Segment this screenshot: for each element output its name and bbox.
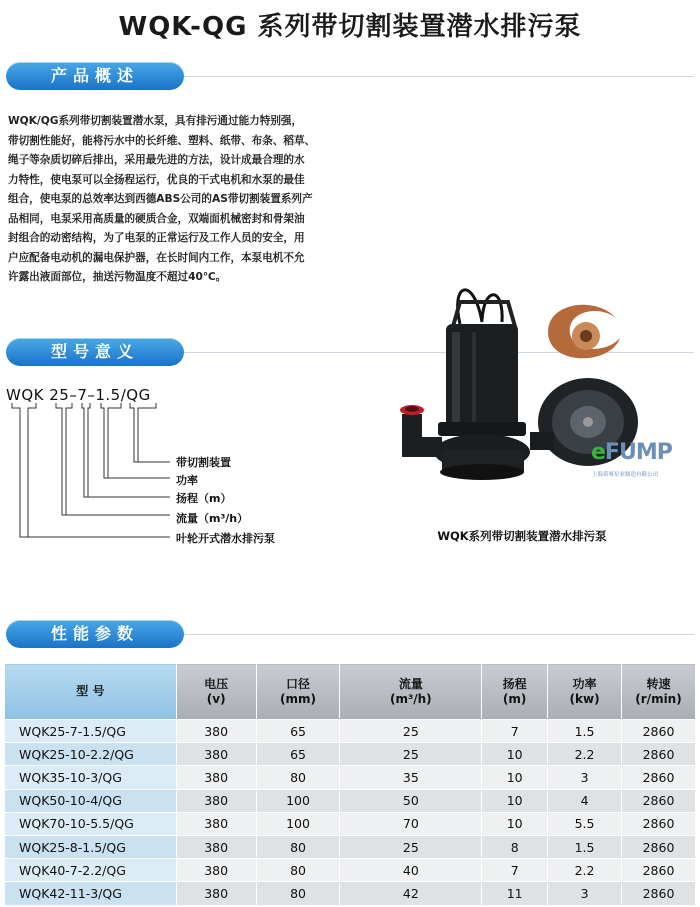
- table-row: [5, 882, 696, 905]
- table-cell: 380: [176, 789, 256, 812]
- table-row: [5, 789, 696, 812]
- table-cell: 2.2: [548, 743, 622, 766]
- table-row: [5, 766, 696, 789]
- table-cell: 65: [256, 743, 340, 766]
- table-cell-model: WQK40-7-2.2/QG: [5, 859, 177, 882]
- brand-company-name: 上海希赛泵业制造有限公司: [592, 472, 659, 478]
- table-cell: 380: [176, 812, 256, 835]
- table-cell: 40: [340, 859, 482, 882]
- table-cell: 7: [482, 859, 548, 882]
- table-cell: 100: [256, 789, 340, 812]
- column-header: 功率 (kw): [548, 664, 622, 720]
- table-cell: 3: [548, 766, 622, 789]
- table-cell-model: WQK70-10-5.5/QG: [5, 812, 177, 835]
- table-cell-model: WQK25-8-1.5/QG: [5, 835, 177, 858]
- table-cell: 10: [482, 789, 548, 812]
- table-cell: 80: [256, 835, 340, 858]
- table-cell-model: WQK25-7-1.5/QG: [5, 720, 177, 743]
- legend-head: 扬程（m）: [176, 492, 232, 505]
- table-cell-model: WQK25-10-2.2/QG: [5, 743, 177, 766]
- brand-logo: eFUMP: [591, 440, 672, 465]
- model-code-bracket-lines: [0, 400, 180, 545]
- table-cell: 25: [340, 835, 482, 858]
- table-cell-model: WQK35-10-3/QG: [5, 766, 177, 789]
- table-cell: 2860: [622, 720, 696, 743]
- table-cell: 5.5: [548, 812, 622, 835]
- table-cell: 380: [176, 720, 256, 743]
- section-header-performance: 性能参数: [6, 620, 184, 648]
- section-header-model-meaning: 型号意义: [6, 338, 184, 366]
- table-cell: 70: [340, 812, 482, 835]
- table-cell: 10: [482, 766, 548, 789]
- table-cell: 380: [176, 835, 256, 858]
- column-header: 转速 (r/min): [622, 664, 696, 720]
- table-cell: 4: [548, 789, 622, 812]
- table-cell: 2860: [622, 835, 696, 858]
- overview-line: 力特性，使电泵可以全扬程运行，优良的干式电机和水泵的最佳: [8, 173, 305, 186]
- overview-line: 户应配备电动机的漏电保护器，在长时间内工作，本泵电机不允: [8, 251, 305, 264]
- section-divider: [184, 76, 694, 77]
- table-row: [5, 743, 696, 766]
- table-cell: 2860: [622, 882, 696, 905]
- table-row: [5, 812, 696, 835]
- column-header: 型 号: [5, 664, 177, 720]
- page-title: WQK-QG 系列带切割装置潜水排污泵: [118, 12, 582, 42]
- table-cell: 2860: [622, 789, 696, 812]
- section-divider: [184, 634, 694, 635]
- column-header: 口径 (mm): [256, 664, 340, 720]
- section-header-overview: 产品概述: [6, 62, 184, 90]
- overview-line: 许露出液面部位，抽送污物温度不超过40℃。: [8, 271, 227, 283]
- overview-line: 带切割性能好，能将污水中的长纤维、塑料、纸带、布条、稻草、: [8, 134, 316, 147]
- legend-cutting-device: 带切割装置: [176, 456, 231, 469]
- overview-line: 组合，使电泵的总效率达到西德ABS公司的AS带切割装置系列产: [8, 193, 313, 205]
- table-cell: 1.5: [548, 720, 622, 743]
- overview-line: 封组合的动密结构，为了电泵的正常运行及工作人员的安全，用: [8, 232, 305, 244]
- table-cell: 80: [256, 859, 340, 882]
- overview-line: WQK/QG系列带切割装置潜水泵，具有排污通过能力特别强，: [8, 115, 303, 127]
- table-cell: 65: [256, 720, 340, 743]
- table-cell: 100: [256, 812, 340, 835]
- pump-product-photo: [372, 272, 692, 502]
- table-row: [5, 859, 696, 882]
- column-header: 扬程 (m): [482, 664, 548, 720]
- table-cell: 10: [482, 743, 548, 766]
- table-cell-model: WQK50-10-4/QG: [5, 789, 177, 812]
- table-row: [5, 835, 696, 858]
- column-header: 流量 (m³/h): [340, 664, 482, 720]
- table-cell: 1.5: [548, 835, 622, 858]
- table-cell: 2860: [622, 743, 696, 766]
- model-code: WQK 25–7–1.5/QG: [6, 386, 151, 404]
- table-cell: 11: [482, 882, 548, 905]
- table-cell: 80: [256, 882, 340, 905]
- table-cell: 380: [176, 766, 256, 789]
- table-cell: 8: [482, 835, 548, 858]
- overview-text: [8, 112, 340, 288]
- table-cell: 2860: [622, 766, 696, 789]
- photo-caption: WQK系列带切割装置潜水排污泵: [437, 529, 607, 543]
- overview-line: 绳子等杂质切碎后排出，采用最先进的方法，设计成最合理的水: [8, 154, 305, 166]
- table-cell: 80: [256, 766, 340, 789]
- table-cell: 2860: [622, 812, 696, 835]
- legend-pump-type: 叶轮开式潜水排污泵: [176, 532, 275, 545]
- table-cell: 10: [482, 812, 548, 835]
- table-row: [5, 720, 696, 743]
- table-cell: 25: [340, 720, 482, 743]
- table-cell: 2860: [622, 859, 696, 882]
- performance-table: [4, 663, 696, 906]
- column-header: 电压 (v): [176, 664, 256, 720]
- table-cell: 50: [340, 789, 482, 812]
- table-cell: 3: [548, 882, 622, 905]
- table-cell: 2.2: [548, 859, 622, 882]
- table-cell: 380: [176, 743, 256, 766]
- table-cell: 42: [340, 882, 482, 905]
- table-cell: 7: [482, 720, 548, 743]
- table-cell: 35: [340, 766, 482, 789]
- table-cell: 25: [340, 743, 482, 766]
- table-cell: 380: [176, 859, 256, 882]
- overview-line: 品相同，电泵采用高质量的硬质合金，双端面机械密封和骨架油: [8, 212, 305, 225]
- table-cell: 380: [176, 882, 256, 905]
- table-cell-model: WQK42-11-3/QG: [5, 882, 177, 905]
- legend-flow: 流量（m³/h）: [176, 512, 249, 525]
- legend-power: 功率: [176, 474, 198, 487]
- table-header-row: [5, 664, 696, 720]
